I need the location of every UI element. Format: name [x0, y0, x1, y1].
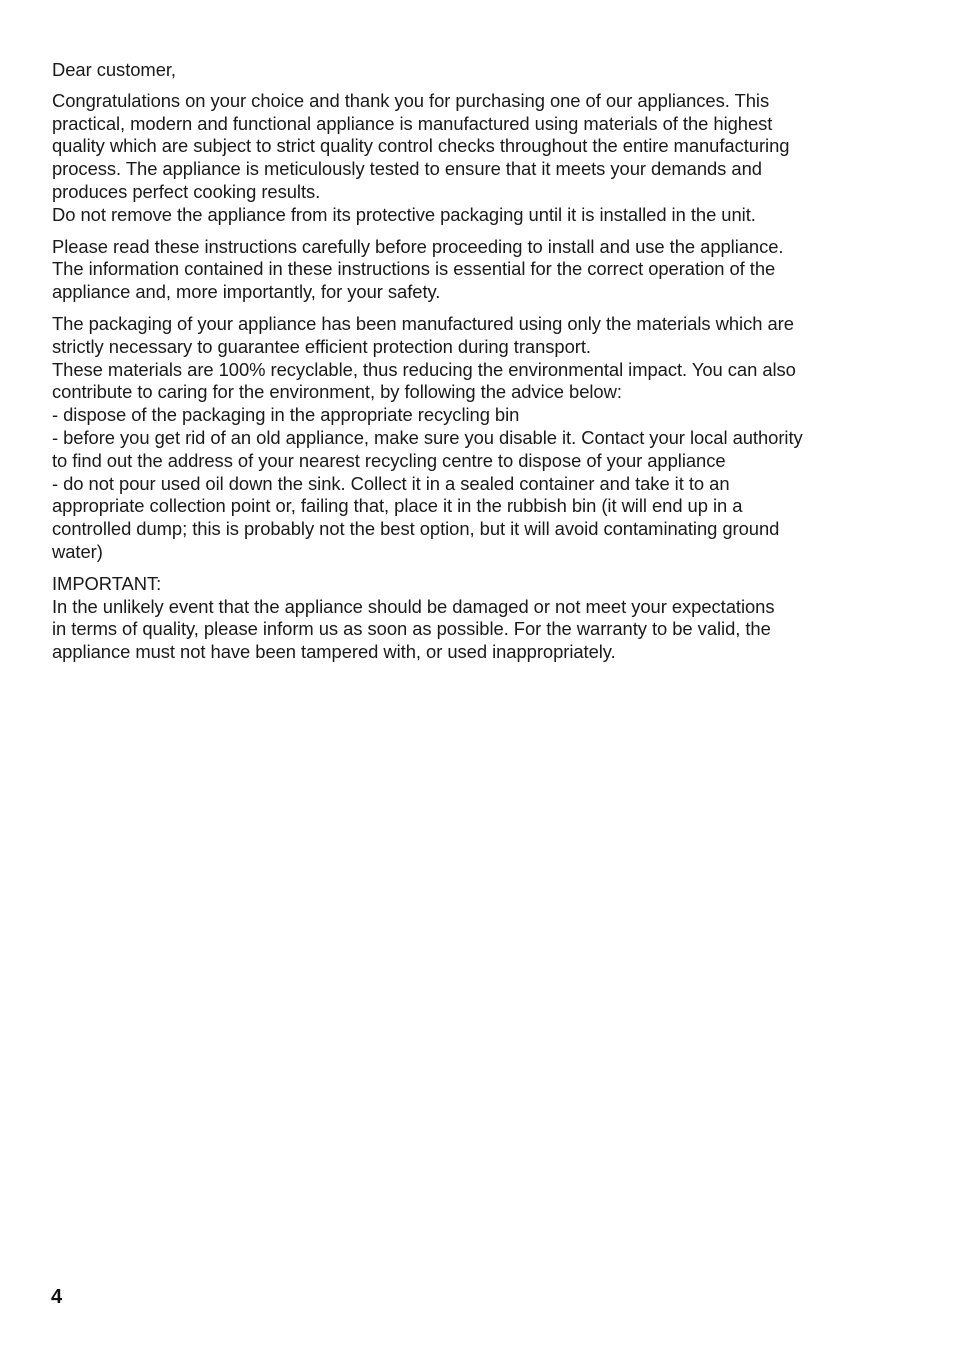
document-body: [52, 59, 902, 673]
text-line: contribute to caring for the environment, by following the advice below:: [52, 381, 622, 403]
paragraph-packaging-environment: [52, 313, 902, 564]
text-line: - do not pour used oil down the sink. Collect it in a sealed container and take it to an: [52, 472, 730, 494]
text-line: - dispose of the packaging in the appropriate recycling bin: [52, 404, 520, 426]
important-heading: IMPORTANT:: [52, 572, 162, 594]
text-line: to find out the address of your nearest recycling centre to dispose of your appliance: [52, 449, 726, 471]
text-line: Congratulations on your choice and thank you for purchasing one of our appliances. This: [52, 89, 770, 111]
page-number: 4: [51, 1286, 63, 1308]
paragraph-intro: [52, 90, 902, 227]
text-line: Do not remove the appliance from its protective packaging until it is installed in the unit.: [52, 203, 756, 225]
text-line: water): [52, 540, 103, 562]
text-line: controlled dump; this is probably not the best option, but it will avoid contaminating ground: [52, 518, 780, 540]
paragraph-important: [52, 573, 902, 664]
text-line: In the unlikely event that the appliance should be damaged or not meet your expectations: [52, 595, 775, 617]
greeting: Dear customer,: [52, 59, 176, 80]
text-line: appliance and, more importantly, for your safety.: [52, 281, 441, 303]
paragraph-read-instructions: [52, 236, 902, 304]
text-line: produces perfect cooking results.: [52, 180, 321, 202]
text-line: These materials are 100% recyclable, thus reducing the environmental impact. You can also: [52, 358, 796, 380]
text-line: in terms of quality, please inform us as soon as possible. For the warranty to be valid, the: [52, 618, 771, 640]
text-line: practical, modern and functional appliance is manufactured using materials of the highest: [52, 112, 773, 134]
text-line: - before you get rid of an old appliance, make sure you disable it. Contact your local authority: [52, 426, 803, 448]
text-line: Please read these instructions carefully before proceeding to install and use the appliance.: [52, 235, 784, 257]
text-line: The packaging of your appliance has been manufactured using only the materials which are: [52, 312, 794, 334]
text-line: process. The appliance is meticulously tested to ensure that it meets your demands and: [52, 158, 762, 180]
text-line: appropriate collection point or, failing that, place it in the rubbish bin (it will end up in a: [52, 495, 743, 517]
text-line: strictly necessary to guarantee efficient protection during transport.: [52, 335, 591, 357]
text-line: quality which are subject to strict quality control checks throughout the entire manufacturing: [52, 135, 790, 157]
text-line: appliance must not have been tampered with, or used inappropriately.: [52, 641, 616, 663]
text-line: The information contained in these instructions is essential for the correct operation of the: [52, 258, 776, 280]
